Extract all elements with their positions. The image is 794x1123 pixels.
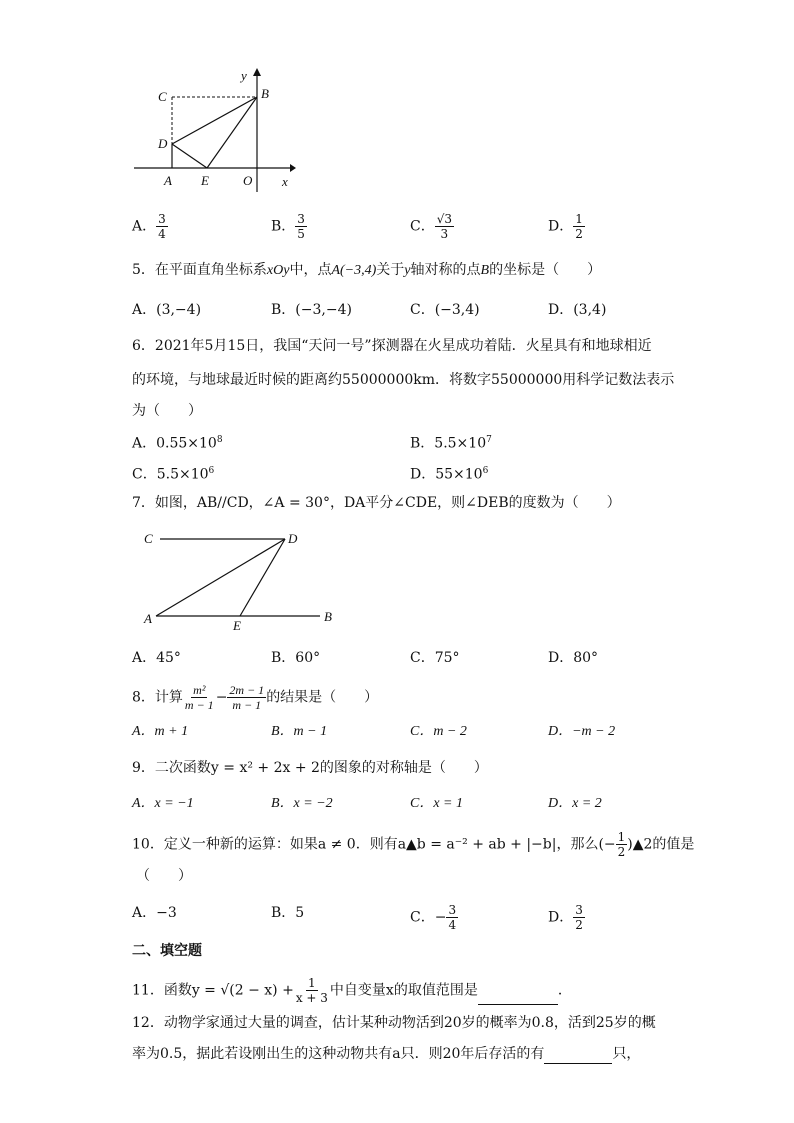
q5-math: xOy <box>266 263 290 278</box>
option-text: −3 <box>156 905 177 921</box>
fraction-denominator: 2 <box>575 918 583 932</box>
option-letter: B． <box>271 218 296 235</box>
q9-option-c[interactable]: C．x = 1 <box>410 796 463 811</box>
q6-line-2: 的环境，与地球最近时候的距离约55000000km．将数字55000000用科学记数法表示 <box>132 372 675 388</box>
q4-figure <box>130 62 300 197</box>
q9-option-d[interactable]: D．x = 2 <box>548 796 602 811</box>
q10-option-c[interactable] <box>410 903 458 932</box>
label-c: C <box>144 531 153 546</box>
fraction-numerator: √3 <box>436 212 452 226</box>
fraction-numerator: 3 <box>158 212 166 226</box>
option-text: 5 <box>295 905 305 921</box>
fraction-denominator: 5 <box>297 227 305 241</box>
q8-option-a[interactable]: A．m + 1 <box>132 724 189 739</box>
q12-line-1: 12．动物学家通过大量的调查，估计某种动物活到20岁的概率为0.8，活到25岁的概 <box>132 1015 656 1031</box>
q11-text: 中自变量x的取值范围是 <box>329 982 478 999</box>
fraction-denominator: x + 3 <box>295 991 328 1005</box>
q8-text: 的结果是（ ） <box>266 689 379 706</box>
option-letter: C． <box>410 909 435 926</box>
q6-option-a[interactable] <box>132 430 223 454</box>
segment-ad <box>156 539 285 616</box>
q10-option-b[interactable] <box>271 903 304 923</box>
option-letter: B． <box>410 435 435 452</box>
q7-figure <box>140 526 350 636</box>
q9-stem: 9．二次函数y = x² + 2x + 2的图象的对称轴是（ ） <box>132 760 488 776</box>
q12-text: 率为0.5，据此若设刚出生的这种动物共有a只．则20年后存活的有 <box>132 1046 545 1062</box>
option-fraction <box>156 212 168 241</box>
q5-text: 中，点 <box>289 262 332 278</box>
fraction-denominator: m − 1 <box>184 698 214 712</box>
q6-line-1: 6．2021年5月15日，我国“天问一号”探测器在火星成功着陆．火星具有和地球相近 <box>132 338 652 354</box>
q8-stem <box>132 683 378 712</box>
fraction-numerator: 1 <box>308 976 316 990</box>
option-letter: C． <box>132 466 157 483</box>
q11-stem <box>132 976 572 1005</box>
label-x: x <box>282 174 288 189</box>
option-base: 0.55×10 <box>156 435 217 452</box>
q12-text: 只， <box>612 1046 641 1062</box>
fraction-denominator: 2 <box>617 845 626 859</box>
q5-text: 5．在平面直角坐标系 <box>132 262 267 278</box>
q4-option-d[interactable] <box>548 212 585 241</box>
option-letter: A． <box>132 905 157 921</box>
q6-line-3: 为（ ） <box>132 403 202 419</box>
q10-text: )▲2的值是 <box>627 836 695 853</box>
option-exponent: 8 <box>216 435 223 445</box>
q10-stem <box>132 830 694 859</box>
segment-de <box>240 539 285 616</box>
q5-option-b[interactable]: B．(−3,−4) <box>271 302 352 318</box>
q10-option-d[interactable] <box>548 903 585 932</box>
q8-option-d[interactable]: D．−m − 2 <box>548 724 616 739</box>
option-base: 5.5×10 <box>434 435 487 452</box>
label-e: E <box>233 618 241 633</box>
q5-option-a[interactable]: A．(3,−4) <box>132 302 202 318</box>
label-d: D <box>158 136 168 151</box>
option-exponent: 6 <box>482 466 489 476</box>
q10-option-a[interactable] <box>132 903 177 923</box>
q7-option-d[interactable]: D．80° <box>548 650 599 666</box>
fraction-numerator: 1 <box>617 830 626 844</box>
q8-text: 8．计算 <box>132 689 183 706</box>
option-letter: B． <box>271 905 296 921</box>
q11-answer-blank[interactable] <box>478 988 558 1005</box>
q8-minus: − <box>215 689 228 706</box>
q6-option-b[interactable] <box>410 430 492 454</box>
option-text: − <box>434 909 447 926</box>
option-base: 55×10 <box>435 466 483 483</box>
option-letter: A． <box>132 435 157 452</box>
q5-math: y <box>404 263 411 278</box>
q9-option-a[interactable]: A．x = −1 <box>132 796 194 811</box>
q7-option-c[interactable]: C．75° <box>410 650 460 666</box>
q7-option-b[interactable]: B．60° <box>271 650 321 666</box>
q12-line-2 <box>132 1044 640 1064</box>
q5-text: 轴对称的点 <box>410 262 481 278</box>
option-exponent: 6 <box>208 466 215 476</box>
label-a: A <box>164 173 172 188</box>
q7-option-a[interactable]: A．45° <box>132 650 181 666</box>
q6-option-c[interactable] <box>132 461 214 485</box>
option-letter: D． <box>548 909 574 926</box>
q4-option-b[interactable] <box>271 212 307 241</box>
q5-option-d[interactable]: D．(3,4) <box>548 302 607 318</box>
label-d: D <box>288 531 298 546</box>
q4-option-c[interactable] <box>410 212 454 241</box>
option-letter: A． <box>132 218 157 235</box>
q5-text: 关于 <box>376 262 405 278</box>
option-fraction <box>295 212 307 241</box>
fraction-numerator: m² <box>193 683 206 697</box>
q9-option-b[interactable]: B．x = −2 <box>271 796 333 811</box>
fraction-denominator: 3 <box>440 227 449 241</box>
option-fraction <box>435 212 454 241</box>
label-y: y <box>241 68 247 83</box>
q6-option-d[interactable] <box>410 461 488 485</box>
option-exponent: 7 <box>486 435 492 445</box>
q5-stem <box>132 260 601 281</box>
q7-stem: 7．如图，AB//CD，∠A = 30°，DA平分∠CDE，则∠DEB的度数为（ ） <box>132 495 621 511</box>
option-letter: D． <box>410 466 436 483</box>
segment-de <box>172 144 207 168</box>
fraction-numerator: 2m − 1 <box>229 683 265 697</box>
option-fraction <box>573 212 585 241</box>
q12-answer-blank[interactable] <box>544 1047 612 1064</box>
q8-fraction-1 <box>183 683 216 712</box>
q10-text: 10．定义一种新的运算：如果a ≠ 0．则有a▲b = a⁻² + ab + |−b|，那么(− <box>132 836 616 853</box>
fraction-denominator: 4 <box>448 918 457 932</box>
section-heading: 二、填空题 <box>132 943 202 959</box>
fraction-numerator: 3 <box>297 212 305 226</box>
q11-text: 11．函数y = √(2 − x) + <box>132 982 294 999</box>
q5-math: A(−3,4) <box>331 263 377 278</box>
q5-text: 的坐标是（ ） <box>489 262 602 278</box>
q11-fraction <box>294 976 330 1005</box>
q4-option-a[interactable] <box>132 212 168 241</box>
label-c: C <box>158 89 167 104</box>
q8-fraction-2 <box>227 683 266 712</box>
fraction-denominator: 2 <box>575 227 583 241</box>
option-letter: C． <box>410 218 435 235</box>
fraction-denominator: m − 1 <box>232 698 262 712</box>
q11-text: ． <box>557 982 572 999</box>
segment-db <box>172 97 257 144</box>
segment-eb <box>207 97 257 168</box>
x-axis-arrow <box>290 164 296 172</box>
option-fraction <box>573 903 585 932</box>
q5-option-c[interactable]: C．(−3,4) <box>410 302 480 318</box>
label-a: A <box>144 611 152 626</box>
label-b: B <box>261 86 269 101</box>
q8-option-c[interactable]: C．m − 2 <box>410 724 467 739</box>
q8-option-b[interactable]: B．m − 1 <box>271 724 328 739</box>
option-base: 5.5×10 <box>156 466 209 483</box>
q5-math: B <box>480 263 490 278</box>
label-e: E <box>201 173 209 188</box>
fraction-numerator: 1 <box>575 212 583 226</box>
y-axis-arrow <box>253 68 261 76</box>
label-b: B <box>324 609 332 624</box>
q10-line-2: （ ） <box>136 868 192 884</box>
fraction-numerator: 3 <box>448 903 457 917</box>
q10-fraction <box>616 830 628 859</box>
option-fraction <box>446 903 458 932</box>
fraction-numerator: 3 <box>575 903 583 917</box>
label-o: O <box>243 173 253 188</box>
fraction-denominator: 4 <box>158 227 166 241</box>
option-letter: D． <box>548 218 574 235</box>
